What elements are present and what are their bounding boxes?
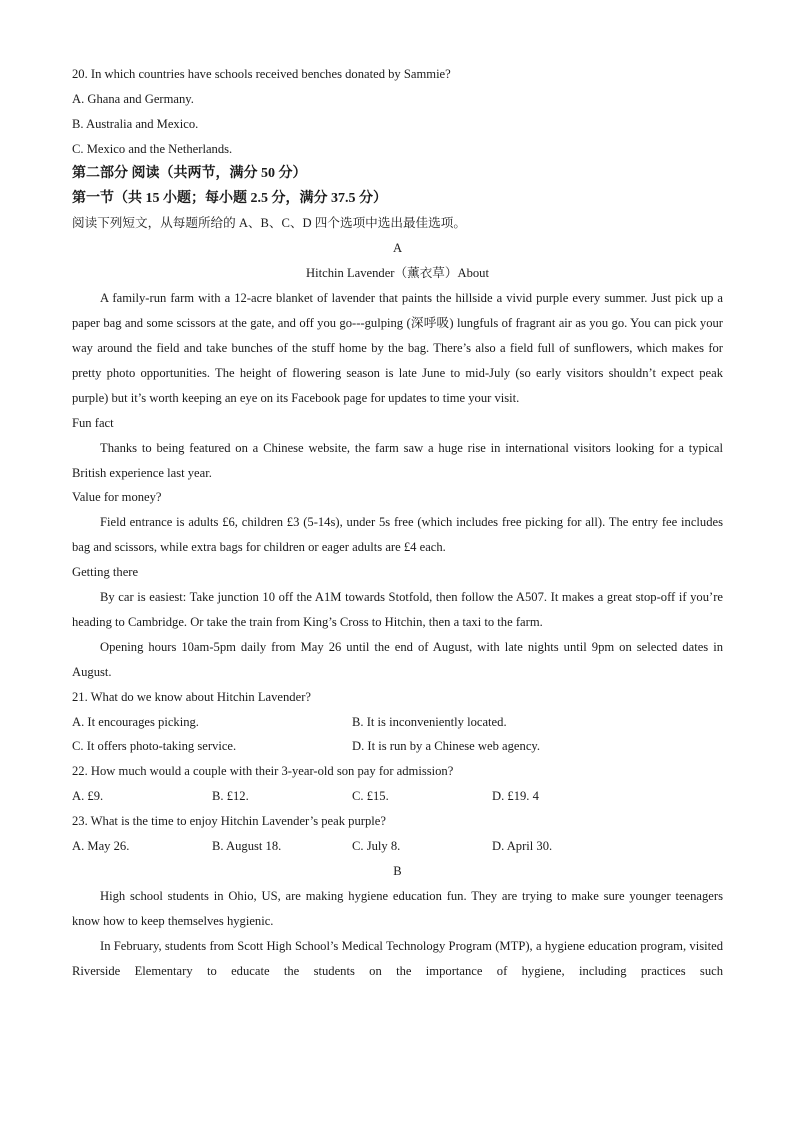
passage-a-hours: Opening hours 10am-5pm daily from May 26 until the end of August, with late nights until 9pm on selected dates in August.	[72, 639, 723, 679]
passage-b-paragraph-1: High school students in Ohio, US, are making hygiene education fun. They are trying to make sure younger teenagers know how to keep themselves hygienic.	[72, 888, 723, 928]
passage-a-title: Hitchin Lavender（薰衣草）About	[306, 266, 489, 281]
q23-options	[72, 834, 723, 859]
q23-option-c: C. July 8.	[352, 839, 401, 854]
heading-value: Value for money?	[72, 490, 162, 505]
heading-fun-fact: Fun fact	[72, 415, 114, 430]
q21-options-row-1	[72, 710, 723, 735]
q21-question: 21. What do we know about Hitchin Lavender?	[72, 689, 311, 704]
passage-a-getting-there: By car is easiest: Take junction 10 off the A1M towards Stotfold, then follow the A507. It makes a great stop-off if you’re heading to Cambridge. Or take the train from King’s Cross to Hitchin, then a taxi to the farm.	[72, 590, 723, 629]
q22-options	[72, 784, 723, 809]
passage-a-fun-fact: Thanks to being featured on a Chinese website, the farm saw a huge rise in international visitors looking for a typical British experience last year.	[72, 440, 723, 480]
q22-option-b: B. £12.	[212, 789, 249, 804]
q22-option-c: C. £15.	[352, 789, 389, 804]
q23-option-b: B. August 18.	[212, 839, 282, 854]
q21-options-row-2	[72, 734, 723, 759]
q22-option-d: D. £19. 4	[492, 789, 539, 804]
passage-a-letter: A	[392, 241, 403, 256]
q20-option-c: C. Mexico and the Netherlands.	[72, 141, 233, 156]
q20-option-a: A. Ghana and Germany.	[72, 91, 194, 106]
q22-option-a: A. £9.	[72, 789, 104, 804]
q23-question: 23. What is the time to enjoy Hitchin Lavender’s peak purple?	[72, 814, 386, 829]
passage-a-value: Field entrance is adults £6, children £3 (5-14s), under 5s free (which includes free picking for all). The entry fee includes bag and scissors, while extra bags for children or eager adults are £4 each.	[72, 515, 723, 555]
section1-heading: 第一节（共 15 小题；每小题 2.5 分，满分 37.5 分）	[72, 190, 387, 206]
q21-option-b: B. It is inconveniently located.	[352, 714, 507, 729]
q20-option-b: B. Australia and Mexico.	[72, 116, 199, 131]
instruction: 阅读下列短文，从每题所给的 A、B、C、D 四个选项中选出最佳选项。	[72, 216, 466, 231]
q20-question: 20. In which countries have schools received benches donated by Sammie?	[72, 67, 451, 81]
part2-heading: 第二部分 阅读（共两节，满分 50 分）	[72, 165, 307, 181]
q21-option-c: C. It offers photo-taking service.	[72, 739, 237, 754]
passage-b-letter: B	[393, 864, 402, 878]
q23-option-d: D. April 30.	[492, 839, 553, 854]
q21-option-a: A. It encourages picking.	[72, 714, 199, 729]
q23-option-a: A. May 26.	[72, 839, 130, 854]
q22-question: 22. How much would a couple with their 3-year-old son pay for admission?	[72, 764, 454, 779]
passage-b-paragraph-2: In February, students from Scott High School’s Medical Technology Program (MTP), a hygiene education program, visited Riverside Elementary to educate the students on the importance of hygiene, including practices such	[72, 938, 723, 978]
heading-getting-there: Getting there	[72, 565, 139, 580]
passage-a-paragraph-1: A family-run farm with a 12-acre blanket of lavender that paints the hillside a vivid purple every summer. Just pick up a paper bag and some scissors at the gate, and off you go---gulping (深呼吸) lungfuls of fragrant air as you go. You can pick your way around the field and take bunches of the stuff home by the bag. There’s also a field full of sunflowers, which makes for pretty photo opportunities. The height of flowering season is late June to mid-July (so early visitors shouldn’t expect peak purple) but it’s worth keeping an eye on its Facebook page for updates to time your visit.	[72, 291, 723, 405]
q21-option-d: D. It is run by a Chinese web agency.	[352, 739, 541, 754]
